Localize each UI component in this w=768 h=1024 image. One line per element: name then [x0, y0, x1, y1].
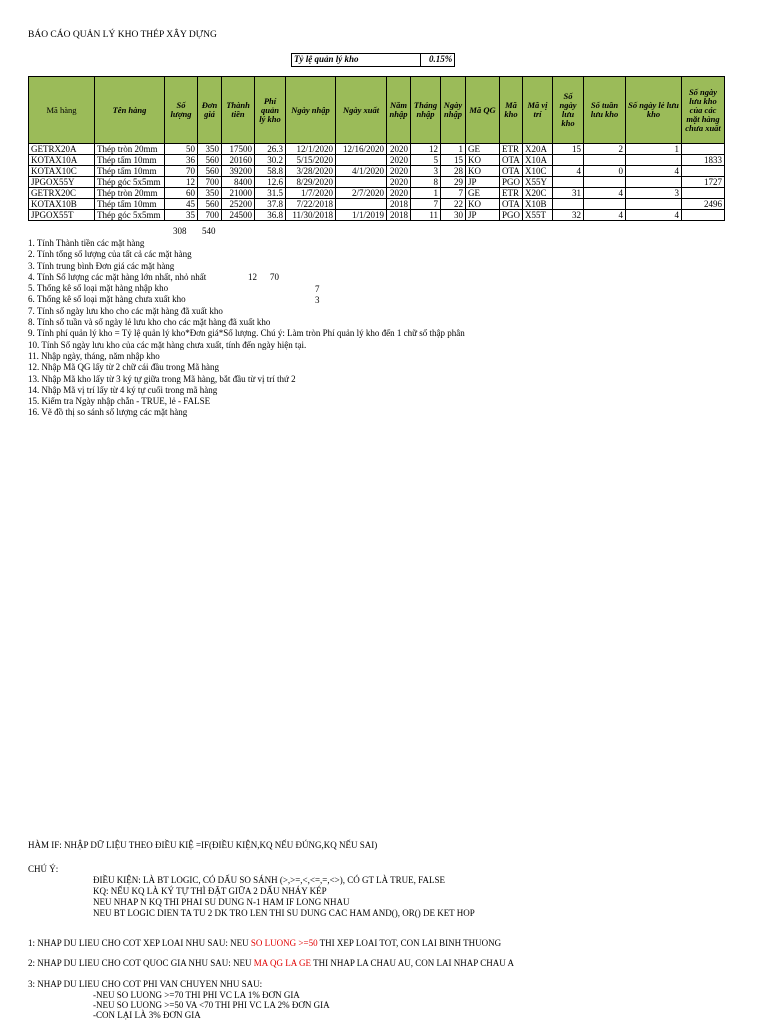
column-header: Số ngày lẻ lưu kho	[626, 77, 682, 144]
table-cell: X20A	[523, 144, 553, 155]
table-cell: 2018	[387, 210, 411, 221]
table-cell: Thép tròn 20mm	[95, 144, 165, 155]
question-3-line-2: -NEU SO LUONG >=50 VA <70 THI PHI VC LA 2% ĐƠN GIA	[93, 1000, 330, 1010]
table-cell: 5	[411, 155, 441, 166]
report-title: BÁO CÁO QUẢN LÝ KHO THÉP XÂY DỰNG	[28, 30, 217, 40]
table-cell: 20160	[222, 155, 255, 166]
question-1-text-b: THI XEP LOAI TOT, CON LAI BINH THUONG	[317, 938, 502, 948]
table-cell: 70	[165, 166, 198, 177]
table-header-row	[29, 77, 725, 144]
table-cell: 2/7/2020	[336, 188, 387, 199]
question-3-line-1: -NEU SO LUONG >=70 THI PHI VC LA 1% ĐƠN GIA	[93, 990, 300, 1000]
column-header: Mã vị trí	[523, 77, 553, 144]
task-item: 1. Tính Thành tiền các mặt hàng	[28, 238, 145, 248]
answer-not-exported-types: 3	[315, 295, 320, 305]
table-cell: JPGOX55T	[29, 210, 95, 221]
table-cell: GE	[466, 144, 500, 155]
total-quantity: 308	[173, 226, 187, 236]
column-header: Ngày nhập	[441, 77, 466, 144]
table-cell	[336, 177, 387, 188]
table-cell	[626, 177, 682, 188]
table-cell: 4	[626, 166, 682, 177]
table-row	[29, 155, 725, 166]
table-cell: 31	[553, 188, 584, 199]
table-cell: 3	[626, 188, 682, 199]
column-header: Số tuần lưu kho	[584, 77, 626, 144]
table-cell: KOTAX10A	[29, 155, 95, 166]
column-header: Phí quản lý kho	[255, 77, 286, 144]
column-header: Tên hàng	[95, 77, 165, 144]
table-cell: 2496	[682, 199, 725, 210]
column-header: Năm nhập	[387, 77, 411, 144]
table-cell: 12/16/2020	[336, 144, 387, 155]
table-cell	[584, 199, 626, 210]
table-cell: OTA	[500, 199, 523, 210]
answer-imported-types: 7	[315, 284, 320, 294]
table-cell: 560	[198, 199, 222, 210]
table-cell: KO	[466, 166, 500, 177]
task-item: 11. Nhập ngày, tháng, năm nhập kho	[28, 350, 160, 361]
table-cell: 36	[165, 155, 198, 166]
table-cell	[682, 144, 725, 155]
table-cell: 7	[441, 188, 466, 199]
table-cell: 1/7/2020	[286, 188, 336, 199]
table-cell: GETRX20A	[29, 144, 95, 155]
inventory-table	[28, 76, 725, 221]
table-cell: 11/30/2018	[286, 210, 336, 221]
table-cell: 12	[165, 177, 198, 188]
table-cell: 1/1/2019	[336, 210, 387, 221]
table-cell	[553, 155, 584, 166]
table-cell: 31.5	[255, 188, 286, 199]
question-1-text-a: 1: NHAP DU LIEU CHO COT XEP LOAI NHU SAU: NEU	[28, 938, 251, 948]
table-cell: Thép góc 5x5mm	[95, 177, 165, 188]
table-cell: 8	[411, 177, 441, 188]
table-cell: Thép góc 5x5mm	[95, 210, 165, 221]
table-cell: PGO	[500, 210, 523, 221]
task-item: 16. Vẽ đồ thị so sánh số lượng các mặt hàng	[28, 407, 188, 418]
task-list	[28, 238, 465, 419]
table-cell	[584, 155, 626, 166]
table-cell: 2020	[387, 188, 411, 199]
table-cell: 350	[198, 188, 222, 199]
table-cell: 30.2	[255, 155, 286, 166]
table-cell: 37.8	[255, 199, 286, 210]
table-cell	[682, 210, 725, 221]
column-header: Mã QG	[466, 77, 500, 144]
table-row	[29, 210, 725, 221]
column-header: Tháng nhập	[411, 77, 441, 144]
table-cell: OTA	[500, 166, 523, 177]
table-cell: 35	[165, 210, 198, 221]
column-header: Thành tiền	[222, 77, 255, 144]
table-cell: 8/29/2020	[286, 177, 336, 188]
total-price: 540	[202, 226, 216, 236]
table-cell	[553, 177, 584, 188]
table-cell: 60	[165, 188, 198, 199]
table-cell: 32	[553, 210, 584, 221]
task-item: 12. Nhập Mã QG lấy từ 2 chữ cái đầu trong Mã hàng	[28, 362, 219, 373]
table-cell: 22	[441, 199, 466, 210]
table-cell: 4/1/2020	[336, 166, 387, 177]
table-cell: GETRX20C	[29, 188, 95, 199]
column-header: Mã kho	[500, 77, 523, 144]
column-header: Đơn giá	[198, 77, 222, 144]
chu-y-label: CHÚ Ý:	[28, 864, 59, 874]
ratio-box	[291, 53, 455, 67]
table-cell: 39200	[222, 166, 255, 177]
question-3: 3: NHAP DU LIEU CHO COT PHI VAN CHUYEN NHU SAU:	[28, 979, 263, 989]
table-cell: 2020	[387, 166, 411, 177]
column-header: Số ngày lưu kho của các mặt hàng chưa xuất	[682, 77, 725, 144]
table-cell: 36.8	[255, 210, 286, 221]
table-row	[29, 166, 725, 177]
task-item: 15. Kiểm tra Ngày nhập chẵn - TRUE, lẻ - FALSE	[28, 396, 211, 407]
table-cell: ETR	[500, 144, 523, 155]
table-cell	[626, 199, 682, 210]
table-cell: 7/22/2018	[286, 199, 336, 210]
table-cell: JP	[466, 210, 500, 221]
question-2	[28, 958, 514, 969]
task-item: 3. Tính trung bình Đơn giá các mặt hàng	[28, 260, 175, 271]
table-cell: X20C	[523, 188, 553, 199]
question-2-text-b: THI NHAP LA CHAU AU, CON LAI NHAP CHAU A	[311, 958, 514, 968]
task-item: 7. Tính số ngày lưu kho cho các mặt hàng đã xuất kho	[28, 305, 223, 316]
ratio-label: Tỷ lệ quản lý kho	[294, 54, 359, 64]
table-cell: X55Y	[523, 177, 553, 188]
table-cell: KO	[466, 199, 500, 210]
table-cell: 4	[584, 210, 626, 221]
table-cell: 15	[553, 144, 584, 155]
table-cell: 15	[441, 155, 466, 166]
note-line-4: NEU BT LOGIC DIEN TA TU 2 DK TRO LEN THI SU DUNG CAC HAM AND(), OR() DE KET HOP	[93, 908, 475, 918]
table-cell	[626, 155, 682, 166]
table-cell	[584, 177, 626, 188]
table-cell: 1833	[682, 155, 725, 166]
table-row	[29, 199, 725, 210]
table-cell: 30	[441, 210, 466, 221]
column-header: Ngày nhập	[286, 77, 336, 144]
task-item: 6. Thống kê số loại mặt hàng chưa xuất kho	[28, 294, 186, 305]
table-cell: 11	[411, 210, 441, 221]
table-cell: 1	[411, 188, 441, 199]
table-cell: 2020	[387, 144, 411, 155]
question-2-text-a: 2: NHAP DU LIEU CHO COT QUOC GIA NHU SAU: NEU	[28, 958, 254, 968]
table-cell: 50	[165, 144, 198, 155]
table-cell: 2018	[387, 199, 411, 210]
table-cell: 24500	[222, 210, 255, 221]
table-cell: 58.8	[255, 166, 286, 177]
table-cell: OTA	[500, 155, 523, 166]
task-item: 10. Tính Số ngày lưu kho của các mặt hàng chưa xuất, tính đến ngày hiện tại.	[28, 339, 307, 350]
task-item: 5. Thống kê số loại mặt hàng nhập kho	[28, 283, 169, 294]
table-cell: 21000	[222, 188, 255, 199]
table-cell: X10A	[523, 155, 553, 166]
table-row	[29, 188, 725, 199]
task-item: 4. Tính Số lượng các mặt hàng lớn nhất, nhỏ nhất	[28, 271, 207, 282]
question-2-condition: MA QG LA GE	[253, 958, 312, 968]
table-row	[29, 144, 725, 155]
table-cell: 1727	[682, 177, 725, 188]
table-cell: KO	[466, 155, 500, 166]
ratio-value: 0.15%	[429, 54, 453, 64]
question-3-line-3: -CON LẠI LÀ 3% ĐƠN GIA	[93, 1010, 201, 1020]
table-cell	[336, 199, 387, 210]
question-1-condition: SO LUONG >=50	[250, 938, 318, 948]
table-cell: ETR	[500, 188, 523, 199]
note-line-3: NEU NHAP N KQ THI PHAI SU DUNG N-1 HAM IF LONG NHAU	[93, 897, 350, 907]
task-item: 2. Tính tổng số lượng của tất cả các mặt hàng	[28, 249, 192, 260]
table-cell: 12.6	[255, 177, 286, 188]
table-cell: JP	[466, 177, 500, 188]
table-cell	[553, 199, 584, 210]
table-cell: 700	[198, 177, 222, 188]
table-cell: 4	[584, 188, 626, 199]
table-cell: 12/1/2020	[286, 144, 336, 155]
note-line-2: KQ: NẾU KQ LÀ KÝ TỰ THÌ ĐẶT GIỮA 2 DẤU NHÁY KÉP	[93, 886, 327, 896]
table-cell: 700	[198, 210, 222, 221]
table-cell: X10B	[523, 199, 553, 210]
table-cell: X55T	[523, 210, 553, 221]
table-cell: 5/15/2020	[286, 155, 336, 166]
task-item: 13. Nhập Mã kho lấy từ 3 ký tự giữa trong Mã hàng, bắt đầu từ vị trí thứ 2	[28, 373, 296, 384]
table-cell: 29	[441, 177, 466, 188]
table-cell: 560	[198, 166, 222, 177]
table-cell: 28	[441, 166, 466, 177]
table-cell: 560	[198, 155, 222, 166]
table-cell	[682, 166, 725, 177]
table-cell: 350	[198, 144, 222, 155]
table-cell: 1	[626, 144, 682, 155]
table-cell: KOTAX10B	[29, 199, 95, 210]
table-cell: 4	[626, 210, 682, 221]
table-cell: 3	[411, 166, 441, 177]
table-cell: Thép tấm 10mm	[95, 199, 165, 210]
table-cell: 26.3	[255, 144, 286, 155]
if-title: HÀM IF: NHẬP DỮ LIỆU THEO ĐIỀU KIỆ =IF(ĐIỀU KIỆN,KQ NẾU ĐÚNG,KQ NẾU SAI)	[28, 840, 378, 850]
task-item: 14. Nhập Mã vị trí lấy từ 4 ký tự cuối trong mã hàng	[28, 384, 218, 395]
table-row	[29, 177, 725, 188]
table-cell: Thép tấm 10mm	[95, 166, 165, 177]
table-cell: 8400	[222, 177, 255, 188]
answer-max: 12	[248, 272, 257, 282]
task-item: 8. Tính số tuần và số ngày lẻ lưu kho cho các mặt hàng đã xuất kho	[28, 317, 271, 328]
table-cell: 3/28/2020	[286, 166, 336, 177]
table-cell: 2020	[387, 177, 411, 188]
table-cell: 2	[584, 144, 626, 155]
table-cell: 1	[441, 144, 466, 155]
question-1	[28, 938, 501, 949]
table-cell: JPGOX55Y	[29, 177, 95, 188]
table-cell: X10C	[523, 166, 553, 177]
task-item: 9. Tính phí quản lý kho = Tỷ lệ quản lý kho*Đơn giá*Số lượng. Chú ý: Làm tròn Phí quản lý kho đến 1 chữ số thập phân	[28, 328, 465, 339]
table-cell: 12	[411, 144, 441, 155]
table-cell: 25200	[222, 199, 255, 210]
table-cell: PGO	[500, 177, 523, 188]
note-line-1: ĐIỀU KIỆN: LÀ BT LOGIC, CÓ DẤU SO SÁNH (>,>=,<,<=,=,<>), CÓ GT LÀ TRUE, FALSE	[93, 875, 446, 885]
column-header: Số ngày lưu kho	[553, 77, 584, 144]
table-cell: 0	[584, 166, 626, 177]
table-cell: 4	[553, 166, 584, 177]
table-cell: KOTAX10C	[29, 166, 95, 177]
table-cell	[336, 155, 387, 166]
table-cell: 45	[165, 199, 198, 210]
table-cell: Thép tấm 10mm	[95, 155, 165, 166]
column-header: Ngày xuất	[336, 77, 387, 144]
column-header: Số lượng	[165, 77, 198, 144]
answer-min: 70	[270, 272, 279, 282]
table-cell: Thép tròn 20mm	[95, 188, 165, 199]
table-cell: 7	[411, 199, 441, 210]
column-header: Mã hàng	[29, 77, 95, 144]
table-cell	[682, 188, 725, 199]
table-cell: 17500	[222, 144, 255, 155]
table-cell: 2020	[387, 155, 411, 166]
table-cell: GE	[466, 188, 500, 199]
